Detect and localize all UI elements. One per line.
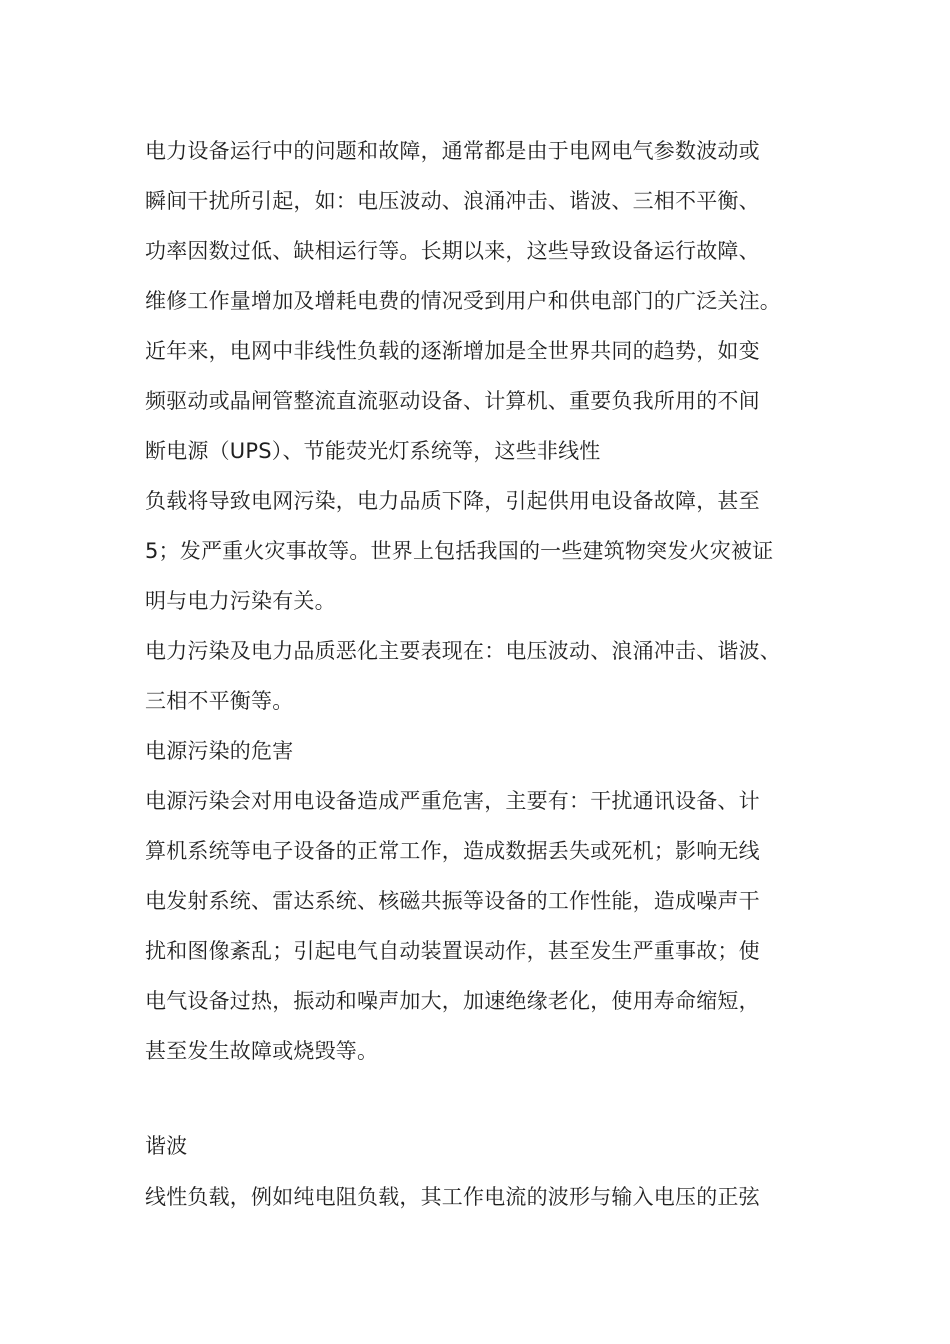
text-line: 电源污染会对用电设备造成严重危害，主要有：干扰通讯设备、计 <box>145 789 760 813</box>
text-line: 线性负载，例如纯电阻负载，其工作电流的波形与输入电压的正弦 <box>145 1185 760 1209</box>
text-line: 维修工作量增加及增耗电费的情况受到用户和供电部门的广泛关注。 <box>145 289 781 313</box>
text-line: 电气设备过热，振动和噪声加大，加速绝缘老化，使用寿命缩短， <box>145 989 760 1013</box>
text-line: 明与电力污染有关。 <box>145 589 336 613</box>
text-line: 电力污染及电力品质恶化主要表现在：电压波动、浪涌冲击、谐波、 <box>145 639 781 663</box>
text-line: 负载将导致电网污染，电力品质下降，引起供用电设备故障，甚至 <box>145 489 760 513</box>
text-line: 频驱动或晶闸管整流直流驱动设备、计算机、重要负我所用的不间 <box>145 389 760 413</box>
text-line: 近年来，电网中非线性负载的逐渐增加是全世界共同的趋势，如变 <box>145 339 760 363</box>
text-line: 功率因数过低、缺相运行等。长期以来，这些导致设备运行故障、 <box>145 239 760 263</box>
text-line: 断电源（UPS）、节能荧光灯系统等，这些非线性 <box>145 439 601 463</box>
section-heading: 谐波 <box>145 1134 188 1158</box>
text-line: 瞬间干扰所引起，如：电压波动、浪涌冲击、谐波、三相不平衡、 <box>145 189 760 213</box>
text-line: 三相不平衡等。 <box>145 689 294 713</box>
text-line: 电发射系统、雷达系统、核磁共振等设备的工作性能，造成噪声干 <box>145 889 760 913</box>
text-line: 5；发严重火灾事故等。世界上包括我国的一些建筑物突发火灾被证 <box>145 539 774 563</box>
text-line: 电力设备运行中的问题和故障，通常都是由于电网电气参数波动或 <box>145 139 760 163</box>
text-line: 甚至发生故障或烧毁等。 <box>145 1039 379 1063</box>
text-line: 扰和图像紊乱；引起电气自动装置误动作，甚至发生严重事故；使 <box>145 939 760 963</box>
section-heading: 电源污染的危害 <box>145 739 294 763</box>
text-line: 算机系统等电子设备的正常工作，造成数据丢失或死机；影响无线 <box>145 839 760 863</box>
